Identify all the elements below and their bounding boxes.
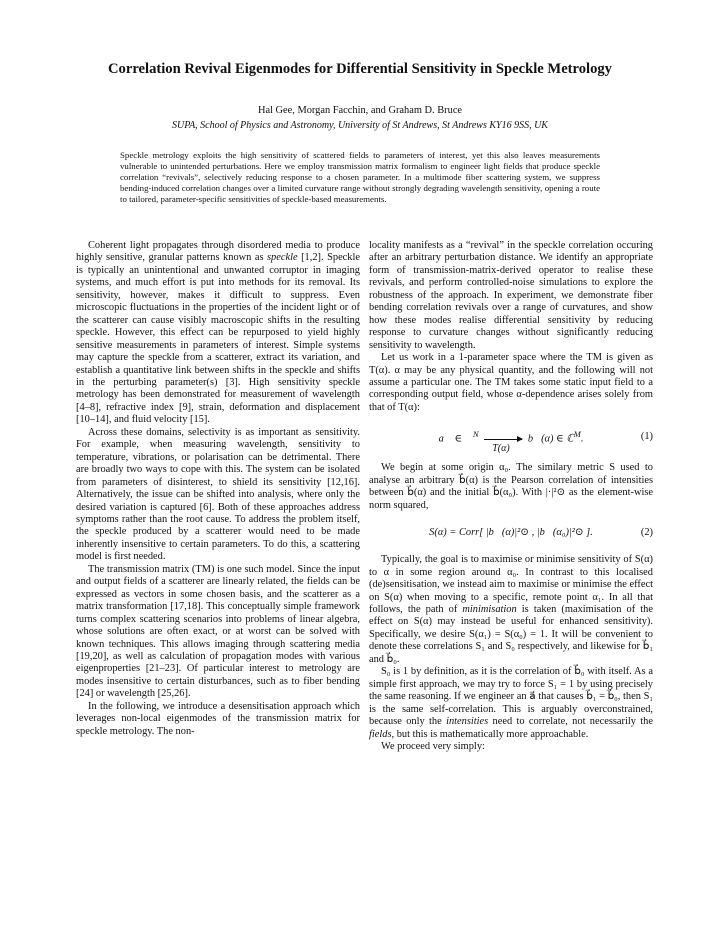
equation-number: (1) (640, 431, 653, 443)
abstract: Speckle metrology exploits the high sensitivity of scattered fields to parameters of interest, yet this also leaves measurements vulnerable to unintended perturbations. Here we employ transmission matrix formalism to engineer light fields that produce speckle correlation “revivals”, selectively reducing response to a chosen parameter. In a multimode fiber scattering system, we suppress bending-induced correlation changes over a limited curvature range without strongly degrading wavelength sensitivity, opening a route to tailored, parameter-specific sensitivities of speckle-based measurements. (120, 150, 600, 204)
paragraph: S₀ is 1 by definition, as it is the correlation of b⃗₀ with itself. As a simple first approach, we may try to force S₁ = 1 by using precisely the same reasoning. If we engineer an a⃗ that causes b⃗₁ = b⃗₀, then S₁ is the same self-correlation. This is arguably overconstrained, because only the intensities need to correlate, not necessarily the fields, but this is mathematically more approachable. (369, 666, 653, 740)
affiliation: SUPA, School of Physics and Astronomy, University of St Andrews, St Andrews KY16 9SS, UK (172, 120, 548, 131)
right-column (369, 240, 653, 753)
equation-number: (2) (640, 526, 653, 538)
paragraph: Let us work in a 1-parameter space where the TM is given as T(α). α may be any physical quantity, and the following will not assume a particular one. The TM takes some static input field to a corresponding output field, whose α-dependence arises solely from that of T(α): (369, 352, 653, 413)
left-column (76, 240, 360, 738)
maps-to-arrow: T(α) (484, 434, 522, 446)
paper-title: Correlation Revival Eigenmodes for Differential Sensitivity in Speckle Metrology (108, 61, 612, 77)
paragraph: The transmission matrix (TM) is one such model. Since the input and output fields of a scatterer are linearly related, the fields can be expressed as vectors in some chosen basis, and the scatterer as a matrix transformation [17,18]. This conceptually simple framework turns complex scattering scenarios into problems of linear algebra, whose solutions are often exact, or at worst can be solved with known techniques. This allows imaging through scattering media [19,20], as well as calculation of propagation modes with various eigenproperties [21–23]. Of particular interest to metrology are modes insensitive to certain disturbances, such as to fiber bending [24] or wavelength [25,26]. (76, 563, 360, 700)
paragraph: Across these domains, selectivity is as important as sensitivity. For example, when measuring wavelength, sensitivity to temperature, vibrations, or polarisation can be detrimental. There are broadly two ways to cope with this. The system can be isolated from parameters of disinterest, to shield its sensitivity [12,16]. Alternatively, the issue can be shifted into analysis, where only the desired variation is captured [6]. Both of these approaches address symptoms rather than the root cause. To address the problem itself, the speckle produced by a scatterer would need to be made inherently insensitive to certain parameters. To do this, a scattering model is first needed. (76, 426, 360, 563)
paragraph: locality manifests as a “revival” in the speckle correlation occuring after an arbitrary perturbation distance. We identify an appropriate form of transmission-matrix-derived operator to realise these revivals, and perform controlled-noise simulations to explore the robustness of the approach. In experiment, we demonstrate fiber bending correlation revivals over a range of curvatures, and show how these modes realise differential sensitivity by reducing response to curvature changes without significantly reducing sensitivity to wavelength. (369, 240, 653, 351)
paragraph: Typically, the goal is to maximise or minimise sensitivity of S(α) to α in some region around α₀. In contrast to this localised (de)sensitisation, we instead aim to maximise or minimise the effect on S(α) when moving to a specific, remote point α₁. In all that follows, the path of minimisation is taken (maximisation of the effect on S(α) may instead be useful for enhanced sensitivity). Specifically, we desire S(α₁) = S(α₀) = 1. It will be convenient to denote these correlations S₁ and S₀ respectively, and likewise for b⃗₁ and b⃗₀. (369, 554, 653, 665)
paragraph: Coherent light propagates through disordered media to produce highly sensitive, granular patterns known as speckle [1,2]. Speckle is typically an unintentional and unwanted corruptor in imaging systems, and much effort is put into methods for its removal. Its sensitivity, however, makes it difficult to suppress. Even microscopic fluctuations in the properties of the incident light or of the scatterer can cause visibly macroscopic shifts in the resulting speckle. However, this effect can be repurposed to yield highly sensitive measurements in parameters of interest. Simple systems may capture the speckle from a scatterer, extract its variation, and establish a quantitative link between shifts in the speckle and shifts in the perturbing parameter(s) [3]. High sensitivity speckle metrology has been demonstrated for measurement of wavelength [4–8], refractive index [9], strain, deformation and displacement [10–14], and fluid velocity [15]. (76, 240, 360, 426)
paragraph: We proceed very simply: (381, 740, 485, 752)
equation-1: a⃗ ∈ ℂ$^N$ T(α) b⃗(α) ∈ ℂ$^M$. (1) (438, 429, 653, 454)
paragraph: We begin at some origin α₀. The similary metric S used to analyse an arbitrary b⃗(α) is the Pearson correlation of intensities between b⃗(α) and the initial b⃗(α₀). With |·|²⊙ as the element-wise norm squared, (369, 462, 653, 511)
author-list: Hal Gee, Morgan Facchin, and Graham D. Bruce (257, 105, 463, 116)
equation-2: S(α) = Corr[ |b⃗(α)|²⊙ , |b⃗(α₀)|²⊙ ]. (2) (429, 526, 653, 538)
paragraph: In the following, we introduce a desensitisation approach which leverages non-local eigenmodes of the transmission matrix for speckle metrology. The non- (76, 700, 360, 737)
